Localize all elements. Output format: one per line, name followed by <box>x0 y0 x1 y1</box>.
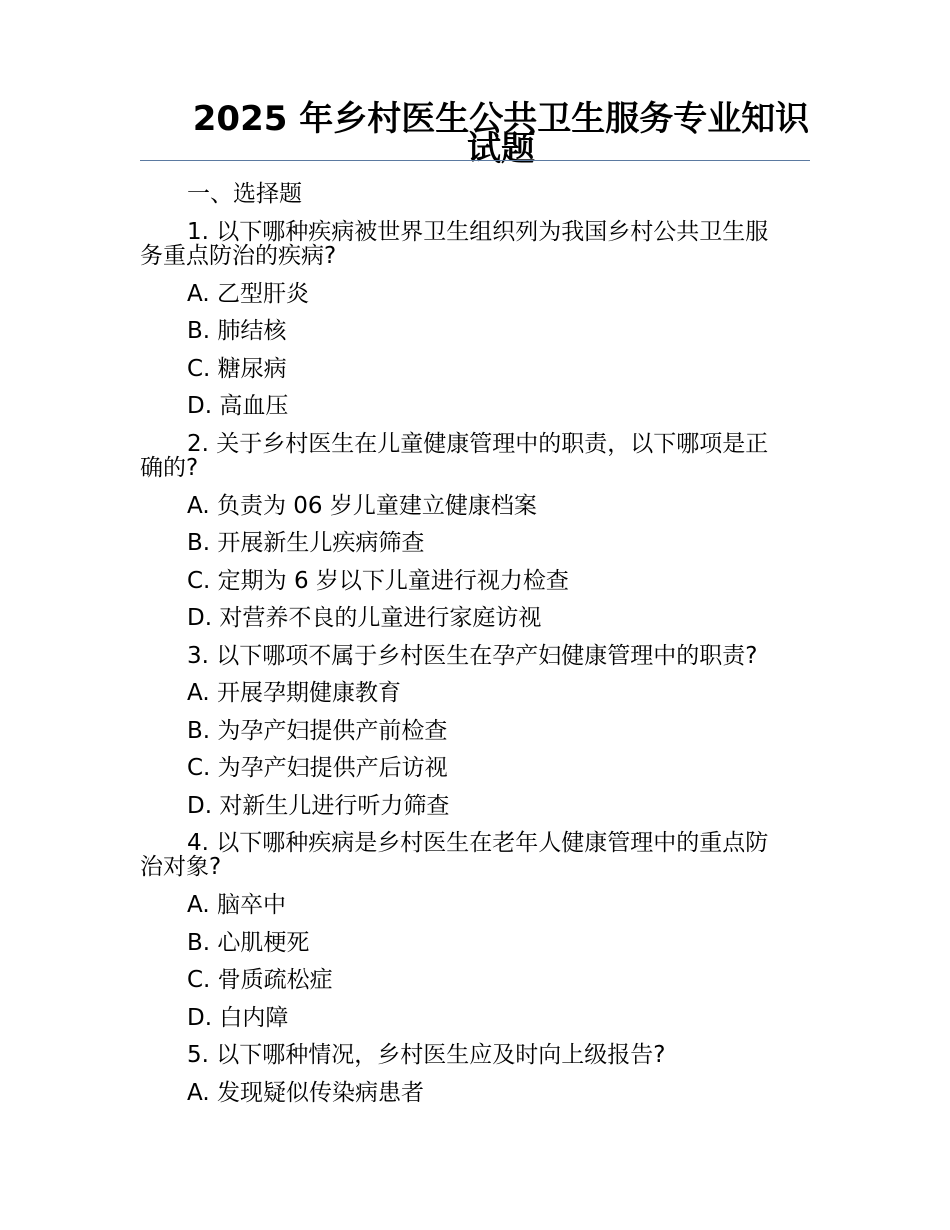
option-3b: B. 为孕产妇提供产前检查 <box>187 717 448 744</box>
option-2d: D. 对营养不良的儿童进行家庭访视 <box>187 605 542 631</box>
option-4c: C. 骨质疏松症 <box>187 967 333 993</box>
option-1c: C. 糖尿病 <box>187 355 287 382</box>
option-2c: C. 定期为 6 岁以下儿童进行视力检查 <box>187 567 569 594</box>
document-title <box>140 99 810 169</box>
question-1 <box>140 214 812 276</box>
question-text-continued: 务重点防治的疾病? <box>140 242 337 269</box>
question-text: 1. 以下哪种疾病被世界卫生组织列为我国乡村公共卫生服 <box>187 218 769 245</box>
option-3a: A. 开展孕期健康教育 <box>187 680 401 706</box>
title-underline <box>140 160 810 161</box>
question-2 <box>140 426 812 488</box>
question-3: 3. 以下哪项不属于乡村医生在孕产妇健康管理中的职责? <box>187 642 758 669</box>
section-heading: 一、选择题 <box>187 181 302 207</box>
option-4b: B. 心肌梗死 <box>187 929 310 956</box>
option-2a: A. 负责为 06 岁儿童建立健康档案 <box>187 492 537 519</box>
question-text: 2. 关于乡村医生在儿童健康管理中的职责，以下哪项是正 <box>187 430 769 457</box>
option-3c: C. 为孕产妇提供产后访视 <box>187 755 448 781</box>
option-1d: D. 高血压 <box>187 393 289 419</box>
question-text-continued: 确的? <box>140 454 199 481</box>
option-1b: B. 肺结核 <box>187 318 287 344</box>
question-4 <box>140 825 812 887</box>
question-text-continued: 治对象? <box>140 854 222 880</box>
option-4a: A. 脑卒中 <box>187 892 286 918</box>
title-line-1: 2025 年乡村医生公共卫生服务专业知识 <box>192 99 810 139</box>
exam-content <box>140 176 812 1112</box>
option-5a: A. 发现疑似传染病患者 <box>187 1079 424 1106</box>
option-3d: D. 对新生儿进行听力筛查 <box>187 792 450 819</box>
option-1a: A. 乙型肝炎 <box>187 280 309 307</box>
question-5: 5. 以下哪种情况，乡村医生应及时向上级报告? <box>187 1042 666 1068</box>
question-text: 4. 以下哪种疾病是乡村医生在老年人健康管理中的重点防 <box>187 830 769 856</box>
option-2b: B. 开展新生儿疾病筛查 <box>187 530 425 556</box>
option-4d: D. 白内障 <box>187 1004 289 1031</box>
title-line-2: 试题 <box>467 129 535 169</box>
